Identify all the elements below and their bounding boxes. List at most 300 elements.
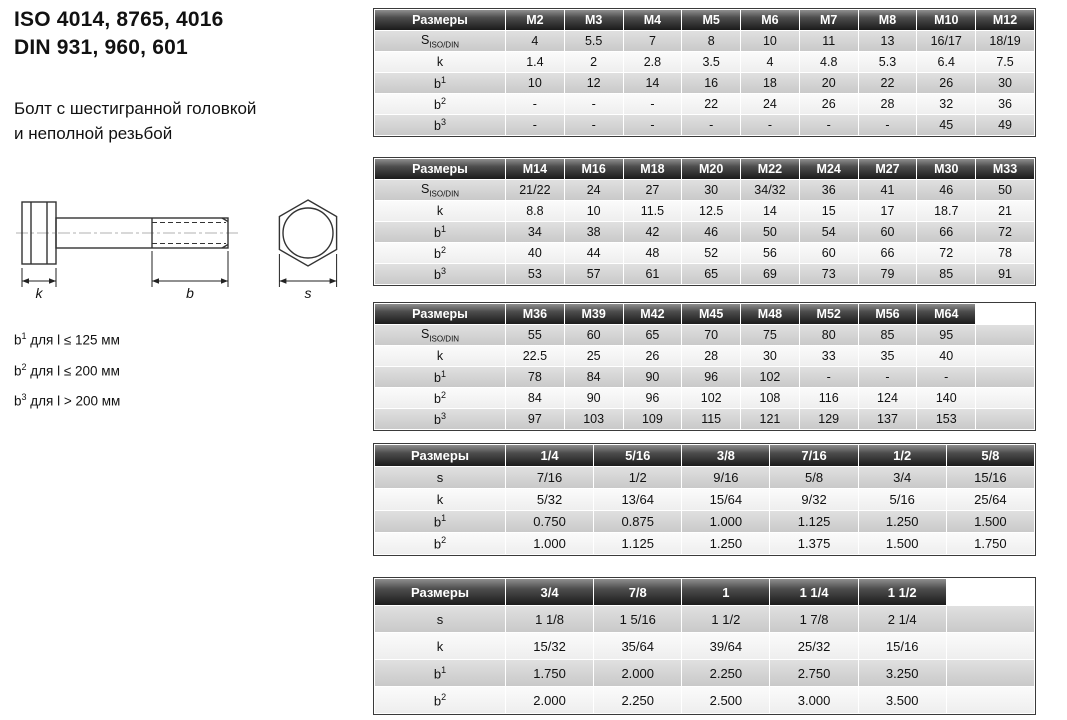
table-cell: 1.750: [947, 533, 1034, 554]
table-cell: 17: [859, 201, 917, 221]
table-row: [375, 511, 1034, 532]
column-header: M24: [800, 159, 858, 179]
table-cell: 85: [859, 325, 917, 345]
table-cell: 5/32: [506, 489, 593, 510]
column-header: 5/8: [947, 445, 1034, 466]
table-cell: 60: [565, 325, 623, 345]
table-cell: 79: [859, 264, 917, 284]
table-cell: 1/2: [594, 467, 681, 488]
table-row: [375, 94, 1034, 114]
table-cell: -: [800, 115, 858, 135]
table-cell: 1.375: [770, 533, 857, 554]
table-cell: 18: [741, 73, 799, 93]
table-cell: 1 1/2: [682, 606, 769, 632]
table-cell: 95: [917, 325, 975, 345]
table-row: [375, 52, 1034, 72]
dimension-table: [373, 577, 1036, 715]
corner-header: Размеры: [375, 304, 505, 324]
table-cell: 2 1/4: [859, 606, 946, 632]
table-cell: 57: [565, 264, 623, 284]
table-cell: 96: [682, 367, 740, 387]
notes-block: [14, 323, 370, 415]
table-cell: 116: [800, 388, 858, 408]
table-cell: -: [859, 115, 917, 135]
table-cell: 61: [624, 264, 682, 284]
table-cell: 2.250: [682, 660, 769, 686]
note-symbol: b: [14, 332, 22, 348]
header-row: [375, 10, 1034, 30]
table-cell: 10: [741, 31, 799, 51]
table-row: [375, 660, 1034, 686]
table-metric-m2-m12: [373, 8, 1036, 137]
table-cell: 73: [800, 264, 858, 284]
note-b1: [14, 323, 370, 354]
table-cell: -: [741, 115, 799, 135]
table-metric-m36-m64: [373, 302, 1036, 431]
subtitle-line-2: и неполной резьбой: [14, 124, 173, 143]
column-header: M64: [917, 304, 975, 324]
table-cell: 1.500: [947, 511, 1034, 532]
table-cell: 2.500: [682, 687, 769, 713]
table-cell: 0.750: [506, 511, 593, 532]
table-cell: 1.750: [506, 660, 593, 686]
column-header: 3/4: [506, 579, 593, 605]
row-label: $b^2$: [375, 388, 505, 408]
table-cell: 3.500: [859, 687, 946, 713]
column-header: 7/16: [770, 445, 857, 466]
table-cell: 66: [917, 222, 975, 242]
table-cell: -: [800, 367, 858, 387]
header-row: [375, 445, 1034, 466]
table-row: [375, 687, 1034, 713]
table-row: [375, 346, 1034, 366]
dimension-table: [373, 8, 1036, 137]
table-cell: 15/64: [682, 489, 769, 510]
table-cell: [976, 409, 1034, 429]
table-cell: 9/16: [682, 467, 769, 488]
table-cell: 30: [682, 180, 740, 200]
column-header: M12: [976, 10, 1034, 30]
table-cell: 1 5/16: [594, 606, 681, 632]
table-cell: -: [624, 115, 682, 135]
dimension-s: [279, 254, 336, 287]
table-cell: 21/22: [506, 180, 564, 200]
table-cell: [947, 606, 1034, 632]
table-cell: 46: [682, 222, 740, 242]
row-label: $b^1$: [375, 222, 505, 242]
row-label: $S_{ISO/DIN}$: [375, 31, 505, 51]
table-cell: 18.7: [917, 201, 975, 221]
table-cell: 2.8: [624, 52, 682, 72]
column-header: M48: [741, 304, 799, 324]
table-cell: 4: [506, 31, 564, 51]
table-cell: 11.5: [624, 201, 682, 221]
column-header: M5: [682, 10, 740, 30]
corner-header: Размеры: [375, 579, 505, 605]
table-cell: 25: [565, 346, 623, 366]
table-cell: 4: [741, 52, 799, 72]
dim-label-k: k: [35, 285, 43, 301]
table-cell: 1.000: [682, 511, 769, 532]
note-text: для l ≤ 200 мм: [26, 363, 120, 378]
table-cell: 121: [741, 409, 799, 429]
table-cell: 28: [682, 346, 740, 366]
table-cell: 91: [976, 264, 1034, 284]
table-cell: 78: [506, 367, 564, 387]
column-header: M10: [917, 10, 975, 30]
column-header: M16: [565, 159, 623, 179]
arrowhead: [330, 278, 337, 283]
table-cell: 24: [741, 94, 799, 114]
table-cell: -: [624, 94, 682, 114]
row-label: $b^3$: [375, 115, 505, 135]
table-metric-m14-m33: [373, 157, 1036, 286]
table-cell: 32: [917, 94, 975, 114]
table-cell: 4.8: [800, 52, 858, 72]
table-cell: 60: [859, 222, 917, 242]
table-cell: 14: [624, 73, 682, 93]
column-header: [976, 304, 1034, 324]
column-header: 1/2: [859, 445, 946, 466]
row-label: k: [375, 346, 505, 366]
table-cell: 40: [506, 243, 564, 263]
table-cell: -: [682, 115, 740, 135]
table-cell: 1.000: [506, 533, 593, 554]
table-inch-quarter-to-fiveeighths: [373, 443, 1036, 556]
bolt-schematic: [14, 184, 366, 302]
table-cell: 2: [565, 52, 623, 72]
arrowhead: [22, 278, 29, 283]
column-header: 1: [682, 579, 769, 605]
note-superscript: 2: [21, 361, 27, 372]
row-label: $b^2$: [375, 243, 505, 263]
table-cell: 24: [565, 180, 623, 200]
table-cell: 84: [565, 367, 623, 387]
column-header: M27: [859, 159, 917, 179]
note-b3: [14, 384, 370, 415]
table-cell: 9/32: [770, 489, 857, 510]
table-cell: 21: [976, 201, 1034, 221]
table-cell: 1.250: [859, 511, 946, 532]
corner-header: Размеры: [375, 445, 505, 466]
table-cell: 3.5: [682, 52, 740, 72]
column-header: M7: [800, 10, 858, 30]
row-label: k: [375, 489, 505, 510]
column-header: 5/16: [594, 445, 681, 466]
table-cell: 26: [800, 94, 858, 114]
column-header: M30: [917, 159, 975, 179]
note-text: для l ≤ 125 мм: [26, 332, 120, 348]
table-cell: 34: [506, 222, 564, 242]
row-label: $b^1$: [375, 511, 505, 532]
column-header: M56: [859, 304, 917, 324]
table-cell: 12: [565, 73, 623, 93]
row-label: $b^1$: [375, 367, 505, 387]
table-cell: 2.250: [594, 687, 681, 713]
table-cell: 109: [624, 409, 682, 429]
table-cell: -: [859, 367, 917, 387]
table-cell: 22: [859, 73, 917, 93]
table-cell: 16: [682, 73, 740, 93]
table-row: [375, 367, 1034, 387]
table-cell: 102: [682, 388, 740, 408]
table-row: [375, 115, 1034, 135]
row-label: $b^1$: [375, 73, 505, 93]
dimension-table: [373, 443, 1036, 556]
column-header: 1 1/4: [770, 579, 857, 605]
row-label: k: [375, 52, 505, 72]
table-cell: 26: [624, 346, 682, 366]
column-header: M2: [506, 10, 564, 30]
header-row: [375, 159, 1034, 179]
table-cell: 50: [976, 180, 1034, 200]
column-header: M6: [741, 10, 799, 30]
table-cell: [947, 633, 1034, 659]
table-cell: 35/64: [594, 633, 681, 659]
table-cell: 7: [624, 31, 682, 51]
table-cell: 137: [859, 409, 917, 429]
table-cell: 85: [917, 264, 975, 284]
column-header: M22: [741, 159, 799, 179]
table-cell: 30: [976, 73, 1034, 93]
document-subtitle: [14, 96, 370, 146]
hex-chamfer-circle: [283, 208, 333, 258]
row-label: $b^3$: [375, 409, 505, 429]
bolt-drawing: [14, 184, 370, 307]
table-cell: 22.5: [506, 346, 564, 366]
table-cell: 33: [800, 346, 858, 366]
row-label: $b^3$: [375, 264, 505, 284]
table-row: [375, 533, 1034, 554]
column-header: 1/4: [506, 445, 593, 466]
table-cell: 1.125: [770, 511, 857, 532]
note-superscript: 3: [21, 392, 27, 402]
row-label: $b^2$: [375, 533, 505, 554]
table-row: [375, 180, 1034, 200]
arrowhead: [221, 278, 228, 283]
table-cell: 54: [800, 222, 858, 242]
table-row: [375, 409, 1034, 429]
note-text: для l > 200 мм: [26, 393, 121, 409]
table-cell: 3/4: [859, 467, 946, 488]
table-cell: 153: [917, 409, 975, 429]
table-cell: 50: [741, 222, 799, 242]
table-cell: 15/16: [859, 633, 946, 659]
left-panel: [14, 6, 370, 415]
table-cell: 90: [565, 388, 623, 408]
table-cell: 15/32: [506, 633, 593, 659]
row-label: s: [375, 467, 505, 488]
column-header: M20: [682, 159, 740, 179]
row-label: k: [375, 201, 505, 221]
table-cell: 8: [682, 31, 740, 51]
table-cell: 38: [565, 222, 623, 242]
table-cell: [947, 687, 1034, 713]
table-cell: 15: [800, 201, 858, 221]
arrowhead: [152, 278, 159, 283]
table-cell: 28: [859, 94, 917, 114]
table-row: [375, 31, 1034, 51]
table-cell: 103: [565, 409, 623, 429]
table-cell: 97: [506, 409, 564, 429]
table-cell: 34/32: [741, 180, 799, 200]
column-header: M8: [859, 10, 917, 30]
table-cell: 27: [624, 180, 682, 200]
row-label: $S_{ISO/DIN}$: [375, 180, 505, 200]
table-cell: 44: [565, 243, 623, 263]
column-header: M4: [624, 10, 682, 30]
subtitle-line-1: Болт с шестигранной головкой: [14, 99, 257, 118]
table-row: [375, 222, 1034, 242]
table-cell: 96: [624, 388, 682, 408]
column-header: [947, 579, 1034, 605]
table-cell: 12.5: [682, 201, 740, 221]
dim-label-s: s: [304, 285, 312, 301]
table-cell: 140: [917, 388, 975, 408]
header-row: [375, 579, 1034, 605]
row-label: s: [375, 606, 505, 632]
table-cell: 13: [859, 31, 917, 51]
arrowhead: [279, 278, 286, 283]
table-cell: 72: [976, 222, 1034, 242]
table-cell: 84: [506, 388, 564, 408]
table-cell: 16/17: [917, 31, 975, 51]
table-row: [375, 201, 1034, 221]
table-cell: -: [917, 367, 975, 387]
column-header: M45: [682, 304, 740, 324]
table-cell: [976, 388, 1034, 408]
note-symbol: b: [14, 393, 22, 409]
table-row: [375, 73, 1034, 93]
table-row: [375, 606, 1034, 632]
column-header: M42: [624, 304, 682, 324]
table-cell: 42: [624, 222, 682, 242]
table-cell: 5/16: [859, 489, 946, 510]
table-row: [375, 325, 1034, 345]
corner-header: Размеры: [375, 159, 505, 179]
table-cell: [976, 346, 1034, 366]
title-line-2: DIN 931, 960, 601: [14, 36, 188, 59]
table-cell: -: [565, 94, 623, 114]
row-label: $b^2$: [375, 94, 505, 114]
column-header: 3/8: [682, 445, 769, 466]
hex-end-view: [279, 200, 336, 266]
row-label: $S_{ISO/DIN}$: [375, 325, 505, 345]
title-line-1: ISO 4014, 8765, 4016: [14, 8, 224, 31]
column-header: 1 1/2: [859, 579, 946, 605]
table-cell: 6.4: [917, 52, 975, 72]
table-cell: [976, 367, 1034, 387]
column-header: M14: [506, 159, 564, 179]
table-cell: 2.750: [770, 660, 857, 686]
table-cell: 48: [624, 243, 682, 263]
table-cell: 5.3: [859, 52, 917, 72]
table-cell: 1.500: [859, 533, 946, 554]
table-cell: 7.5: [976, 52, 1034, 72]
table-cell: 5.5: [565, 31, 623, 51]
table-cell: 3.250: [859, 660, 946, 686]
table-cell: 39/64: [682, 633, 769, 659]
table-cell: 75: [741, 325, 799, 345]
corner-header: Размеры: [375, 10, 505, 30]
table-cell: 1.250: [682, 533, 769, 554]
column-header: M3: [565, 10, 623, 30]
table-cell: 1.4: [506, 52, 564, 72]
table-cell: 60: [800, 243, 858, 263]
table-cell: 56: [741, 243, 799, 263]
row-label: k: [375, 633, 505, 659]
column-header: M52: [800, 304, 858, 324]
table-cell: 53: [506, 264, 564, 284]
table-cell: 15/16: [947, 467, 1034, 488]
column-header: M33: [976, 159, 1034, 179]
table-cell: -: [506, 115, 564, 135]
table-cell: 35: [859, 346, 917, 366]
column-header: M18: [624, 159, 682, 179]
table-cell: 115: [682, 409, 740, 429]
note-superscript: 1: [21, 331, 27, 341]
table-cell: 2.000: [594, 660, 681, 686]
table-row: [375, 243, 1034, 263]
table-cell: [947, 660, 1034, 686]
table-cell: 0.875: [594, 511, 681, 532]
document-title: [14, 6, 370, 62]
table-cell: 102: [741, 367, 799, 387]
table-cell: 80: [800, 325, 858, 345]
table-cell: 65: [624, 325, 682, 345]
row-label: $b^2$: [375, 687, 505, 713]
table-cell: [976, 325, 1034, 345]
table-cell: 25/32: [770, 633, 857, 659]
table-cell: 26: [917, 73, 975, 93]
table-inch-threequarter-to-oneandhalf: [373, 577, 1036, 715]
table-row: [375, 633, 1034, 659]
table-cell: 65: [682, 264, 740, 284]
table-cell: 69: [741, 264, 799, 284]
table-row: [375, 489, 1034, 510]
note-b2: [14, 354, 370, 385]
table-cell: 22: [682, 94, 740, 114]
table-cell: 52: [682, 243, 740, 263]
table-cell: 36: [800, 180, 858, 200]
table-cell: -: [565, 115, 623, 135]
table-cell: 1.125: [594, 533, 681, 554]
table-cell: 2.000: [506, 687, 593, 713]
table-cell: 70: [682, 325, 740, 345]
table-cell: 124: [859, 388, 917, 408]
arrowhead: [49, 278, 56, 283]
table-cell: 55: [506, 325, 564, 345]
table-cell: 8.8: [506, 201, 564, 221]
table-cell: 78: [976, 243, 1034, 263]
dimension-table: [373, 157, 1036, 286]
table-cell: -: [506, 94, 564, 114]
table-cell: 5/8: [770, 467, 857, 488]
table-row: [375, 264, 1034, 284]
column-header: 7/8: [594, 579, 681, 605]
table-cell: 90: [624, 367, 682, 387]
table-cell: 36: [976, 94, 1034, 114]
table-cell: 25/64: [947, 489, 1034, 510]
table-cell: 1 1/8: [506, 606, 593, 632]
table-cell: 7/16: [506, 467, 593, 488]
table-cell: 13/64: [594, 489, 681, 510]
note-symbol: b: [14, 363, 22, 378]
table-cell: 18/19: [976, 31, 1034, 51]
table-cell: 66: [859, 243, 917, 263]
table-cell: 40: [917, 346, 975, 366]
column-header: M39: [565, 304, 623, 324]
